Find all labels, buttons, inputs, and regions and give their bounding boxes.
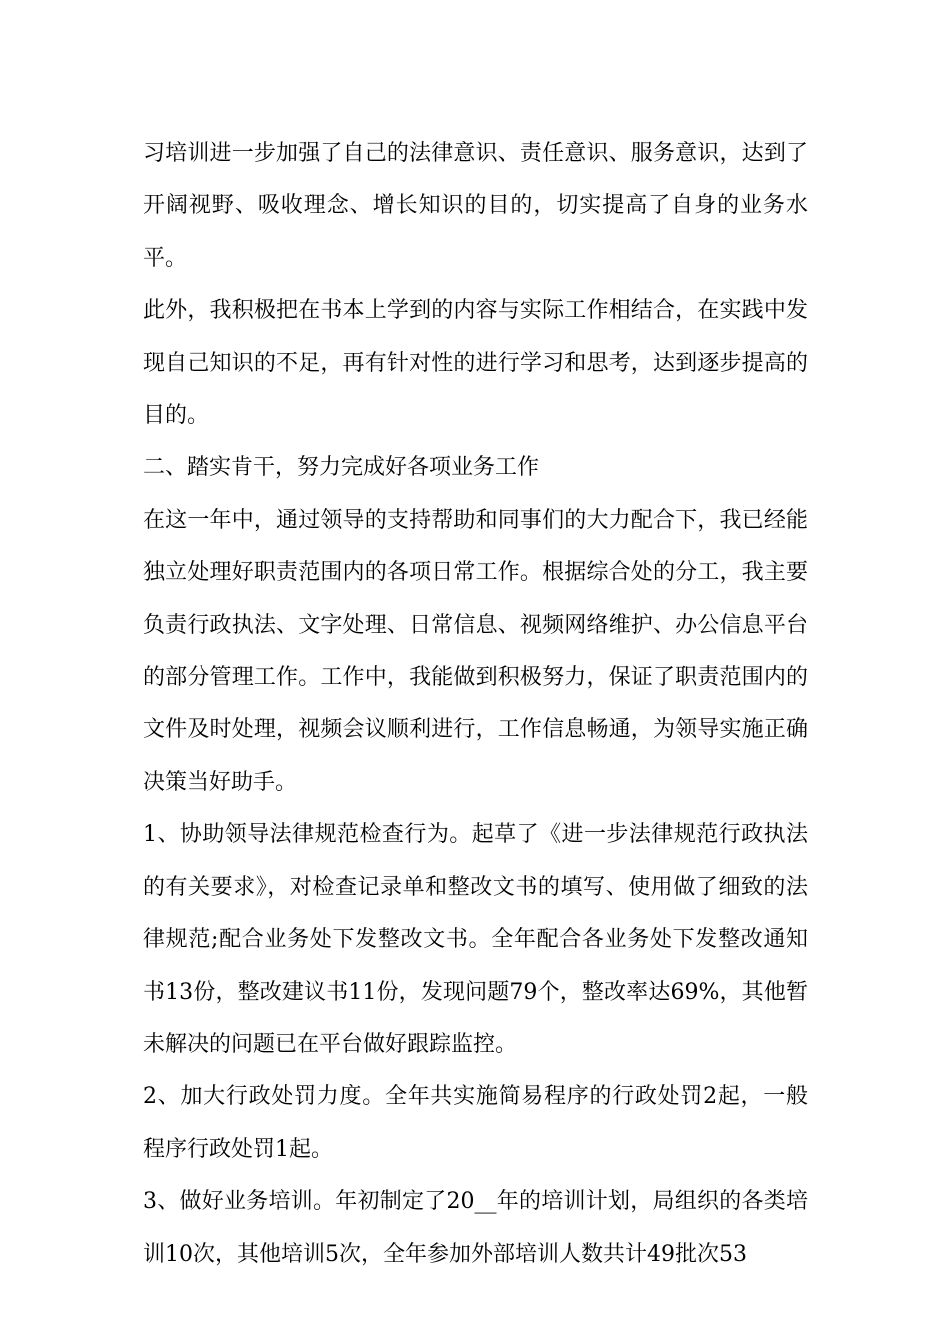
paragraph-daily-work: 在这一年中，通过领导的支持帮助和同事们的大力配合下，我已经能独立处理好职责范围内的各项日常工作。根据综合处的分工，我主要负责行政执法、文字处理、日常信息、视频网络维护、办公信息平台的部分管理工作。工作中，我能做到积极努力，保证了职责范围内的文件及时处理，视频会议顺利进行，工作信息畅通，为领导实施正确决策当好助手。 [143, 507, 808, 795]
list-item-law-enforcement: 1、协助领导法律规范检查行为。起草了《进一步法律规范行政执法的有关要求》，对检查记录单和整改文书的填写、使用做了细致的法律规范;配合业务处下发整改文书。全年配合各业务处下发整改通知书13份，整改建议书11份，发现问题79个，整改率达69%，其他暂未解决的问题已在平台做好跟踪监控。 [143, 822, 808, 1057]
list-item-training: 3、做好业务培训。年初制定了20__年的培训计划，局组织的各类培训10次，其他培训5次，全年参加外部培训人数共计49批次53 [143, 1189, 808, 1267]
paragraph-practice: 此外，我积极把在书本上学到的内容与实际工作相结合，在实践中发现自己知识的不足，再有针对性的进行学习和思考，达到逐步提高的目的。 [143, 298, 808, 429]
paragraph-training-awareness: 习培训进一步加强了自己的法律意识、责任意识、服务意识，达到了开阔视野、吸收理念、增长知识的目的，切实提高了自身的业务水平。 [143, 141, 808, 271]
list-item-penalties: 2、加大行政处罚力度。全年共实施简易程序的行政处罚2起，一般程序行政处罚1起。 [143, 1084, 808, 1162]
section-heading-two: 二、踏实肯干，努力完成好各项业务工作 [143, 455, 540, 481]
document-body [143, 128, 808, 1281]
